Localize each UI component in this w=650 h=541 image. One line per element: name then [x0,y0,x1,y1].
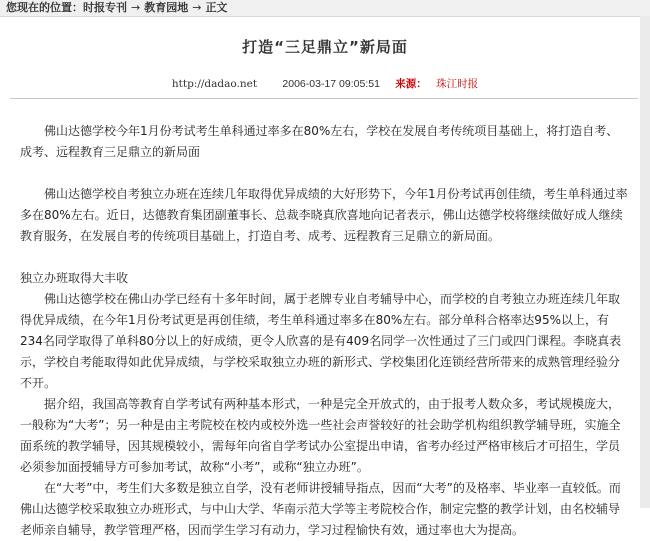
breadcrumb-link-special[interactable]: 时报专刊 [83,1,127,14]
arrow-right-icon: → [131,1,141,14]
breadcrumb-current: 正文 [205,1,228,14]
article-title: 打造“三足鼎立”新局面 [242,38,408,56]
article-paragraph: 在“大考”中，考生们大多数是独立自学，没有老师讲授辅导指点，因而“大考”的及格率、毕业率一直较低。而佛山达德学校采取独立办班形式，与中山大学、华南示范大学等主考院校合作，制定完整的教学计划，由名校辅导老师亲自辅导，教学管理严格，因而学生学习有动力，学习过程愉快有效，通过率也大为提高。 [20,481,621,537]
article-lead: 佛山达德学校今年1月份考试考生单科通过率多在80%左右，学校在发展自考传统项目基础上，将打造自考、成考、远程教育三足鼎立的新局面 [20,124,619,159]
arrow-right-icon: → [192,1,202,14]
source-link[interactable]: 珠江时报 [436,78,479,90]
breadcrumb [0,0,650,17]
vertical-scrollbar[interactable] [640,16,650,508]
breadcrumb-link-education[interactable]: 教育园地 [144,1,189,14]
article-paragraph: 佛山达德学校自考独立办班在连续几年取得优异成绩的大好形势下，今年1月份考试再创佳绩，考生单科通过率多在80%左右。近日，达德教育集团副董事长、总裁李晓真欣喜地向记者表示，佛山达德学校将继续做好成人继续教育服务，在发展自考的传统项目基础上，打造自考、成考、远程教育三足鼎立的新局面。 [20,187,628,243]
article-paragraph: 佛山达德学校在佛山办学已经有十多年时间，属于老牌专业自考辅导中心，而学校的自考独立办班连续几年取得优异成绩，在今年1月份考试更是再创佳绩，考生单科通过率多在80%左右。部分单科合格率达95%以上，有234名同学取得了单科80分以上的好成绩，更令人欣喜的是有409名同学一次性通过了三门或四门课程。李晓真表示，学校自考能取得如此优异成绩，与学校采取独立办班的新形式、学校集团化连锁经营所带来的成熟管理经验分不开。 [20,292,622,390]
article-paragraph: 据介绍，我国高等教育自学考试有两种基本形式，一种是完全开放式的，由于报考人数众多，考试规模庞大，一般称为“大考”；另一种是由主考院校在校内或校外选一些社会声誉较好的社会助学机构组织教学辅导班，实施全面系统的教学辅导，因其规模较小，需每年向省自学考试办公室提出申请，省考办经过严格审核后才可招生，学员必须参加面授辅导方可参加考试，故称“小考”，或称“独立办班”。 [20,397,621,474]
article-meta [0,76,650,91]
divider [10,98,638,99]
breadcrumb-label: 您现在的位置： [6,1,83,14]
article-url: http://dadao.net [171,78,258,90]
article-datetime: 2006-03-17 09:05:51 [282,78,380,90]
article-body [20,121,628,541]
section-subheading: 独立办班取得大丰收 [20,271,129,285]
source-label: 来源： [395,78,427,90]
